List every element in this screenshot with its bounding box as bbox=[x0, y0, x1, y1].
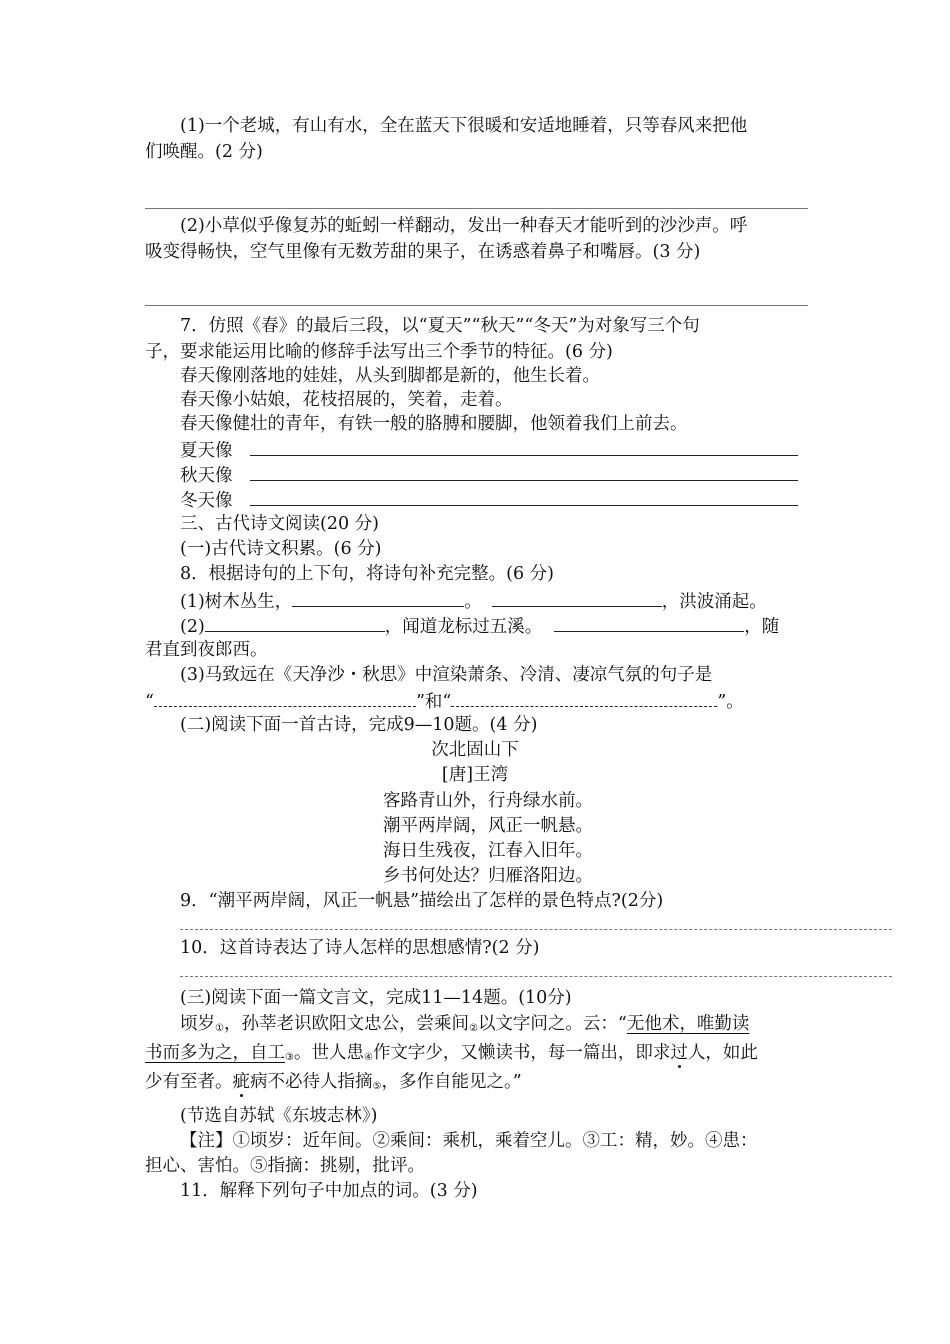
q8-item2 bbox=[180, 613, 779, 639]
q8-item3-close-quote: ”。 bbox=[717, 692, 744, 712]
q8-item1-blank1[interactable] bbox=[292, 588, 464, 607]
q8-item2-mid: ，闻道龙标过五溪。 bbox=[384, 617, 543, 637]
q7-winter-row bbox=[180, 487, 798, 513]
q8-item1-text: (1)树木丛生， bbox=[180, 592, 293, 612]
q9-prompt: 9．“潮平两岸阔，风正一帆悬”描绘出了怎样的景色特点?(2分) bbox=[180, 891, 664, 911]
q11-prompt: 11．解释下列句子中加点的词。(3 分) bbox=[180, 1181, 478, 1201]
q6-sentence1-line2: 们唤醒。(2 分) bbox=[145, 142, 263, 162]
q8-item1 bbox=[180, 588, 767, 614]
q6-sentence2-line2: 吸变得畅快，空气里像有无数芳甜的果子，在诱惑着鼻子和嘴唇。(3 分) bbox=[145, 242, 701, 262]
q7-example1: 春天像刚落地的娃娃，从头到脚都是新的，他生长着。 bbox=[180, 366, 600, 386]
q8-item3-open-quote: “ bbox=[145, 692, 154, 712]
passage-line1 bbox=[180, 1012, 749, 1041]
q8-title: 8．根据诗句的上下句，将诗句补充完整。(6 分) bbox=[180, 564, 554, 584]
q7-prompt-line1: 7．仿照《春》的最后三段，以“夏天”“秋天”“冬天”为对象写三个句 bbox=[180, 316, 700, 336]
dotted-word: 疵 bbox=[232, 1072, 250, 1092]
underlined-sentence: 无他术，唯勤读 bbox=[626, 1014, 750, 1034]
q8-item1-mid: 。 bbox=[464, 592, 482, 612]
q8-item2-line2: 君直到夜郎西。 bbox=[145, 640, 268, 660]
dotted-word: 过 bbox=[670, 1043, 688, 1063]
poem-line-2: 潮平两岸阔，风正一帆悬。 bbox=[383, 816, 593, 836]
passage-line2 bbox=[145, 1041, 758, 1070]
footnote-marker: ④ bbox=[363, 1052, 373, 1063]
poem-line-1: 客路青山外，行舟绿水前。 bbox=[383, 791, 593, 811]
q8-item2-end: ，随 bbox=[744, 617, 780, 637]
passage-text: 。世人患 bbox=[293, 1043, 364, 1063]
passage-text: 作文字少，又懒读书，每一篇出，即求 bbox=[372, 1043, 671, 1063]
q9-answer-line[interactable] bbox=[180, 929, 892, 930]
part3-title: (三)阅读下面一篇文言文，完成11—14题。(10分) bbox=[180, 988, 572, 1008]
q7-autumn-row bbox=[180, 462, 798, 488]
q8-item2-blank2[interactable] bbox=[554, 613, 744, 632]
q10-prompt: 10．这首诗表达了诗人怎样的思想感情?(2 分) bbox=[180, 938, 540, 958]
q8-item1-end: ，洪波涌起。 bbox=[661, 592, 767, 612]
q8-item3-blank2[interactable] bbox=[451, 688, 717, 707]
section3-part1-title: (一)古代诗文积累。(6 分) bbox=[180, 539, 382, 559]
poem-line-3: 海日生残夜，江春入旧年。 bbox=[383, 841, 593, 861]
passage-text: 以文字问之。云：“ bbox=[477, 1014, 627, 1034]
q8-item3-line2 bbox=[145, 688, 744, 714]
q6-sentence2-line1: (2)小草似乎像复苏的蚯蚓一样翻动，发出一种春天才能听到的沙沙声。呼 bbox=[180, 216, 748, 236]
passage-text: 病不必待人指摘 bbox=[250, 1072, 373, 1092]
footnote-marker: ② bbox=[468, 1023, 478, 1034]
poem-title: 次北固山下 bbox=[431, 740, 519, 760]
q7-prompt-line2: 子，要求能运用比喻的修辞手法写出三个季节的特征。(6 分) bbox=[145, 342, 613, 362]
winter-label: 冬天像 bbox=[180, 491, 233, 511]
section3-title: 三、古代诗文阅读(20 分) bbox=[180, 514, 379, 534]
q7-summer-row bbox=[180, 437, 798, 463]
summer-label: 夏天像 bbox=[180, 441, 233, 461]
q8-item1-blank2[interactable] bbox=[492, 588, 662, 607]
q8-item3-and: ”和“ bbox=[415, 692, 452, 712]
passage-text: 人，如此 bbox=[687, 1043, 758, 1063]
footnote-marker: ⑤ bbox=[372, 1081, 382, 1092]
passage-source: (节选自苏轼《东坡志林》) bbox=[180, 1106, 378, 1126]
footnote-marker: ① bbox=[215, 1023, 224, 1034]
passage-text: ，孙莘老识欧阳文忠公，尝乘间 bbox=[223, 1014, 469, 1034]
answer-line[interactable] bbox=[145, 305, 808, 306]
notes-line2: 担心、害怕。⑤指摘：挑剔，批评。 bbox=[145, 1156, 425, 1176]
notes-line1: 【注】①顷岁：近年间。②乘间：乘机，乘着空儿。③工：精，妙。④患： bbox=[180, 1131, 758, 1151]
answer-line[interactable] bbox=[145, 208, 808, 209]
q8-item3-line1: (3)马致远在《天净沙・秋思》中渲染萧条、冷清、凄凉气氛的句子是 bbox=[180, 665, 713, 685]
q7-example3: 春天像健壮的青年，有铁一般的胳膊和腰脚，他领着我们上前去。 bbox=[180, 414, 688, 434]
autumn-answer-blank[interactable] bbox=[250, 462, 798, 481]
q8-item2-blank1[interactable] bbox=[205, 613, 385, 632]
q8-item2-text: (2) bbox=[180, 617, 205, 637]
passage-text: 少有至者。 bbox=[145, 1072, 233, 1092]
poem-line-4: 乡书何处达？归雁洛阳边。 bbox=[383, 866, 593, 886]
passage-text: ，多作自能见之。” bbox=[381, 1072, 522, 1092]
q6-sentence1-line1: (1)一个老城，有山有水，全在蓝天下很暖和安适地睡着，只等春风来把他 bbox=[180, 116, 748, 136]
summer-answer-blank[interactable] bbox=[250, 437, 798, 456]
footnote-marker: ③ bbox=[285, 1052, 294, 1063]
passage-text: 顷岁 bbox=[180, 1014, 215, 1034]
q10-answer-line[interactable] bbox=[180, 976, 892, 977]
q7-example2: 春天像小姑娘，花枝招展的，笑着，走着。 bbox=[180, 390, 513, 410]
q8-item3-blank1[interactable] bbox=[154, 688, 416, 707]
poem-author: [唐]王湾 bbox=[441, 765, 509, 785]
autumn-label: 秋天像 bbox=[180, 466, 233, 486]
passage-line3 bbox=[145, 1070, 522, 1099]
winter-answer-blank[interactable] bbox=[250, 487, 798, 506]
underlined-sentence: 书而多为之，自工 bbox=[145, 1043, 285, 1063]
part2-title: (二)阅读下面一首古诗，完成9—10题。(4 分) bbox=[180, 715, 538, 735]
